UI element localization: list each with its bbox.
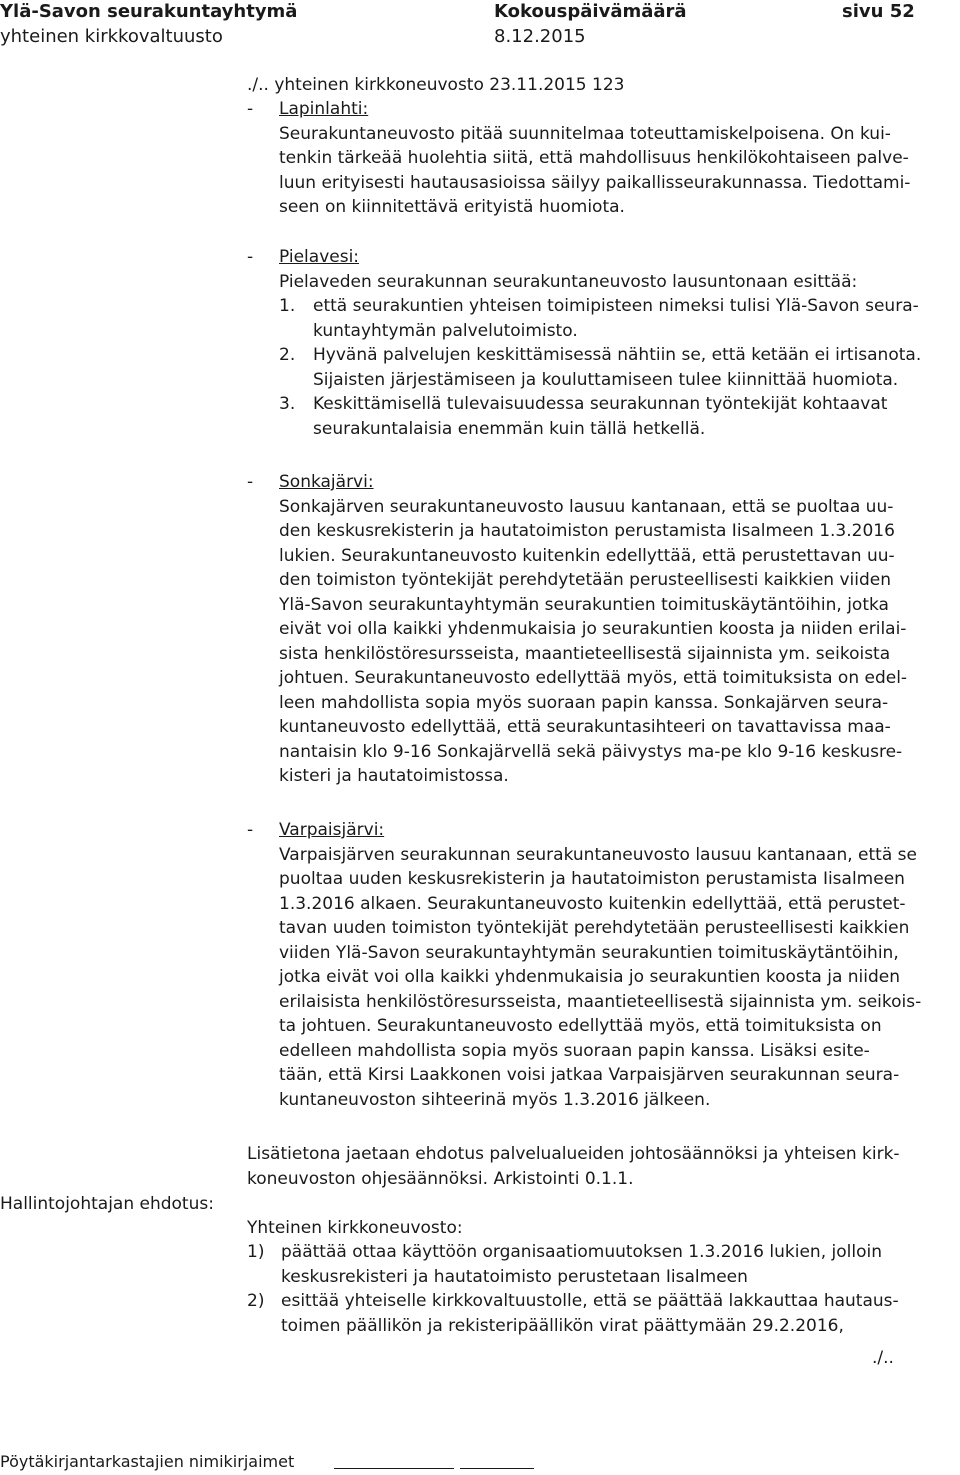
organization-name: Ylä-Savon seurakuntayhtymä	[0, 1, 298, 22]
list-dash: -	[247, 247, 254, 267]
text-line: koneuvoston ohjesäännöksi. Arkistointi 0.1.1.	[247, 1168, 634, 1189]
item-number: 3.	[279, 394, 296, 414]
section-heading: Varpaisjärvi:	[279, 820, 385, 840]
text-line: toimen päällikön ja rekisteripäällikön virat päättymään 29.2.2016,	[281, 1315, 844, 1336]
section-intro: Pielaveden seurakunnan seurakuntaneuvosto lausuntonaan esittää:	[279, 271, 858, 292]
text-line: 1.3.2016 alkaen. Seurakuntaneuvosto kuitenkin edellyttää, että perustet-	[279, 893, 906, 914]
section-heading: Sonkajärvi:	[279, 472, 374, 492]
text-line: den toimiston työntekijät perehdytetään perusteellisesti kaikkien viiden	[279, 570, 892, 590]
text-line: Sonkajärven seurakuntaneuvosto lausuu kantanaan, että se puoltaa uu-	[279, 496, 894, 517]
section-lapinlahti	[247, 97, 937, 220]
continuation-reference: ./.. yhteinen kirkkoneuvosto 23.11.2015 123	[247, 75, 625, 95]
section-pielavesi	[247, 245, 937, 441]
proposal-item	[247, 1289, 937, 1338]
section-heading: Lapinlahti:	[279, 99, 369, 119]
text-line: kuntaneuvosto edellyttää, että seurakuntasihteeri on tavattavissa maa-	[279, 717, 891, 737]
proposal-item	[247, 1240, 937, 1289]
numbered-item	[279, 392, 937, 441]
text-line: viiden Ylä-Savon seurakuntayhtymän seurakuntien toimituskäytäntöihin,	[279, 942, 899, 963]
text-line: Hyvänä palvelujen keskittämisessä nähtiin se, että ketään ei irtisanota.	[313, 345, 922, 365]
section-sonkajarvi	[247, 470, 937, 789]
text-line: tään, että Kirsi Laakkonen voisi jatkaa Varpaisjärven seurakunnan seura-	[279, 1065, 900, 1085]
text-line: että seurakuntien yhteisen toimipisteen nimeksi tulisi Ylä-Savon seura-	[313, 296, 919, 316]
text-line: kisteri ja hautatoimistossa.	[279, 766, 509, 786]
item-number: 1.	[279, 296, 296, 316]
board-heading: Yhteinen kirkkoneuvosto:	[247, 1217, 463, 1238]
text-line: Varpaisjärven seurakunnan seurakuntaneuvosto lausuu kantanaan, että se	[279, 844, 917, 865]
item-number: 2)	[247, 1291, 265, 1311]
item-number: 1)	[247, 1242, 265, 1262]
item-number: 2.	[279, 345, 296, 365]
page-number: sivu 52	[842, 1, 915, 22]
proposal-label: Hallintojohtajan ehdotus:	[0, 1194, 214, 1214]
text-line: ta johtuen. Seurakuntaneuvosto edellyttää myös, että toimituksista on	[279, 1016, 882, 1036]
text-line: kuntayhtymän palvelutoimisto.	[313, 320, 578, 341]
text-line: kuntaneuvoston sihteerinä myös 1.3.2016 jälkeen.	[279, 1089, 711, 1110]
signature-line	[460, 1468, 534, 1469]
signatures-label: Pöytäkirjantarkastajien nimikirjaimet	[0, 1452, 295, 1471]
section-heading: Pielavesi:	[279, 247, 360, 267]
text-line: sista henkilöstöresursseista, maantieteellisestä sijainnista ym. seikoista	[279, 643, 891, 664]
text-line: lukien. Seurakuntaneuvosto kuitenkin edellyttää, että perustettavan uu-	[279, 545, 895, 566]
text-line: Lisätietona jaetaan ehdotus palvelualueiden johtosäännöksi ja yhteisen kirk-	[247, 1144, 900, 1164]
text-line: edelleen mahdollista sopia myös suoraan papin kanssa. Lisäksi esite-	[279, 1040, 870, 1061]
text-line: eivät voi olla kaikki yhdenmukaisia jo seurakuntien koosta ja niiden erilai-	[279, 619, 907, 639]
text-line: den keskusrekisterin ja hautatoimiston perustamista Iisalmeen 1.3.2016	[279, 521, 895, 541]
text-line: Sijaisten järjestämiseen ja kouluttamiseen tulee kiinnittää huomiota.	[313, 369, 899, 390]
text-line: johtuen. Seurakuntaneuvosto edellyttää myös, että toimituksista on edel-	[279, 668, 908, 688]
text-line: jotka eivät voi olla kaikki yhdenmukaisia jo seurakuntien koosta ja niiden	[279, 967, 901, 987]
text-line: Seurakuntaneuvosto pitää suunnitelmaa toteuttamiskelpoisena. On kui-	[279, 123, 891, 144]
body-name: yhteinen kirkkovaltuusto	[0, 26, 223, 47]
text-line: tavan uuden toimiston työntekijät perehdytetään perusteellisesti kaikkien	[279, 918, 910, 938]
text-line: puoltaa uuden keskusrekisterin ja hautatoimiston perustamista Iisalmeen	[279, 869, 905, 889]
text-line: Keskittämisellä tulevaisuudessa seurakunnan työntekijät kohtaavat	[313, 394, 888, 414]
continues-marker: ./..	[872, 1348, 894, 1368]
text-line: seen on kiinnitettävä erityistä huomiota.	[279, 197, 625, 217]
list-dash: -	[247, 820, 254, 840]
list-dash: -	[247, 99, 254, 119]
date-label: Kokouspäivämäärä	[494, 1, 687, 22]
text-line: leen mahdollista sopia myös suoraan papin kanssa. Sonkajärven seura-	[279, 692, 889, 713]
numbered-item	[279, 294, 937, 343]
numbered-item	[279, 343, 937, 392]
meeting-date: 8.12.2015	[494, 26, 586, 47]
proposal-block	[247, 1142, 937, 1338]
signature-line	[334, 1468, 454, 1469]
text-line: keskusrekisteri ja hautatoimisto perustetaan Iisalmeen	[281, 1266, 748, 1287]
text-line: tenkin tärkeää huolehtia siitä, että mahdollisuus henkilökohtaiseen palve-	[279, 148, 909, 168]
text-line: päättää ottaa käyttöön organisaatiomuutoksen 1.3.2016 lukien, jolloin	[281, 1242, 882, 1262]
text-line: nantaisin klo 9-16 Sonkajärvellä sekä päivystys ma-pe klo 9-16 keskusre-	[279, 741, 903, 762]
text-line: erilaisista henkilöstöresursseista, maantieteellisestä sijainnista ym. seikois-	[279, 991, 922, 1012]
text-line: seurakuntalaisia enemmän kuin tällä hetkellä.	[313, 418, 706, 439]
text-line: Ylä-Savon seurakuntayhtymän seurakuntien toimituskäytäntöihin, jotka	[279, 594, 889, 615]
list-dash: -	[247, 472, 254, 492]
text-line: luun erityisesti hautausasioissa säilyy paikallisseurakunnassa. Tiedottami-	[279, 172, 911, 193]
text-line: esittää yhteiselle kirkkovaltuustolle, että se päättää lakkauttaa hautaus-	[281, 1291, 899, 1311]
section-varpaisjarvi	[247, 818, 937, 1112]
